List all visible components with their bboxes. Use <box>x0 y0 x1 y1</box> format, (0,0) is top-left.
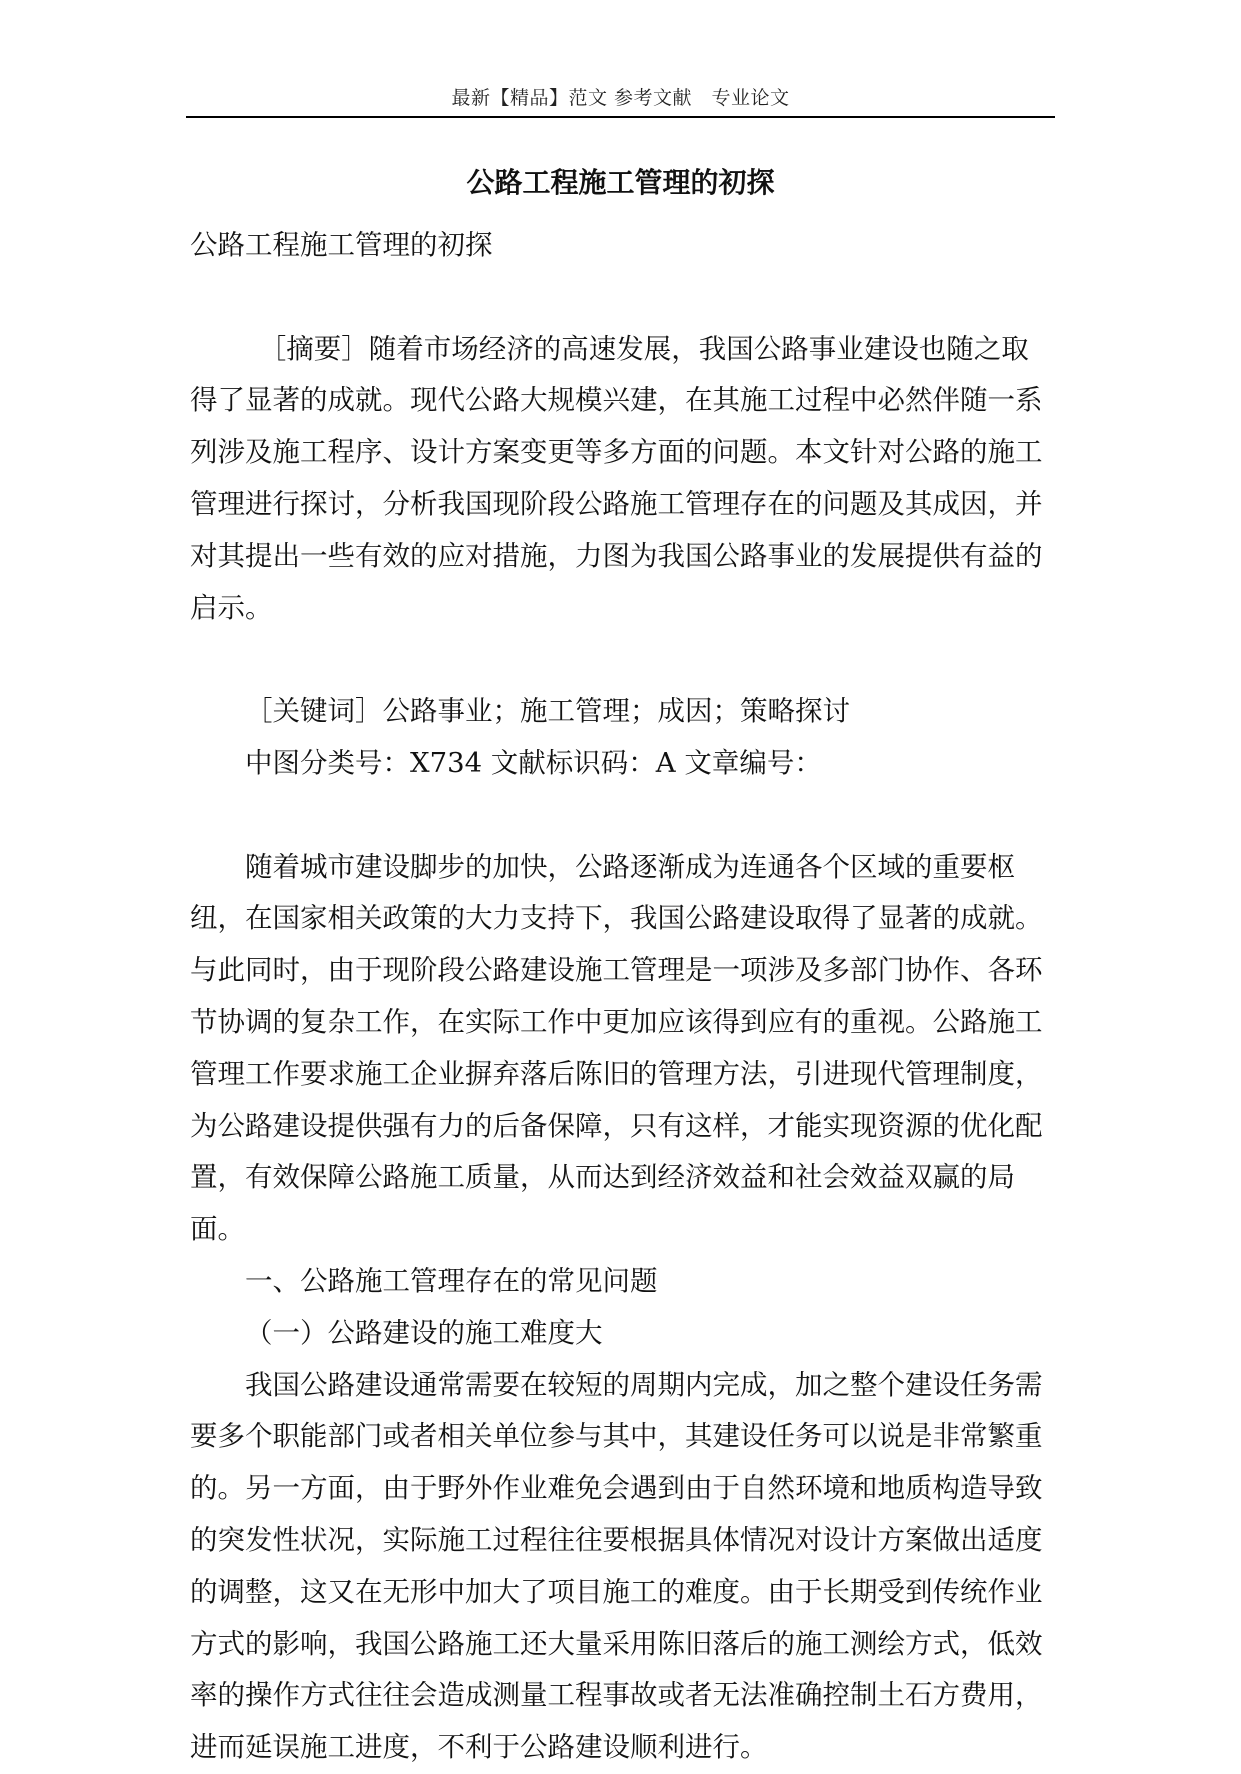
running-header: 最新【精品】范文 参考文献 专业论文 <box>451 87 790 109</box>
document-title: 公路工程施工管理的初探 <box>466 166 775 199</box>
abstract-paragraph: ［摘要］随着市场经济的高速发展，我国公路事业建设也随之取得了显著的成就。现代公路大规模兴建，在其施工过程中必然伴随一系列涉及施工程序、设计方案变更等多方面的问题。本文针对公路的施工管理进行探讨，分析我国现阶段公路施工管理存在的问题及其成因，并对其提出一些有效的应对措施，力图为我国公路事业的发展提供有益的启示。 <box>190 332 1043 624</box>
document-body <box>190 220 1052 1774</box>
keywords-line: ［关键词］公路事业；施工管理；成因；策略探讨 <box>245 695 850 728</box>
document-subtitle: 公路工程施工管理的初探 <box>190 229 493 261</box>
spacer <box>190 634 1052 686</box>
subsection-heading: （一）公路建设的施工难度大 <box>245 1316 603 1349</box>
header-divider <box>186 116 1055 118</box>
spacer <box>190 790 1052 842</box>
spacer <box>190 272 1052 324</box>
classification-line: 中图分类号：X734 文献标识码：A 文章编号： <box>245 746 822 779</box>
intro-paragraph: 随着城市建设脚步的加快，公路逐渐成为连通各个区域的重要枢纽，在国家相关政策的大力支持下，我国公路建设取得了显著的成就。与此同时，由于现阶段公路建设施工管理是一项涉及多部门协作、各环节协调的复杂工作，在实际工作中更加应该得到应有的重视。公路施工管理工作要求施工企业摒弃落后陈旧的管理方法，引进现代管理制度，为公路建设提供强有力的后备保障，只有这样，才能实现资源的优化配置，有效保障公路施工质量，从而达到经济效益和社会效益双赢的局面。 <box>190 850 1043 1246</box>
section-heading: 一、公路施工管理存在的常见问题 <box>245 1264 658 1297</box>
body-paragraph: 我国公路建设通常需要在较短的周期内完成，加之整个建设任务需要多个职能部门或者相关单位参与其中，其建设任务可以说是非常繁重的。另一方面，由于野外作业难免会遇到由于自然环境和地质构造导致的突发性状况，实际施工过程往往要根据具体情况对设计方案做出适度的调整，这又在无形中加大了项目施工的难度。由于长期受到传统作业方式的影响，我国公路施工还大量采用陈旧落后的施工测绘方式，低效率的操作方式往往会造成测量工程事故或者无法准确控制土石方费用，进而延误施工进度，不利于公路建设顺利进行。 <box>190 1368 1043 1764</box>
